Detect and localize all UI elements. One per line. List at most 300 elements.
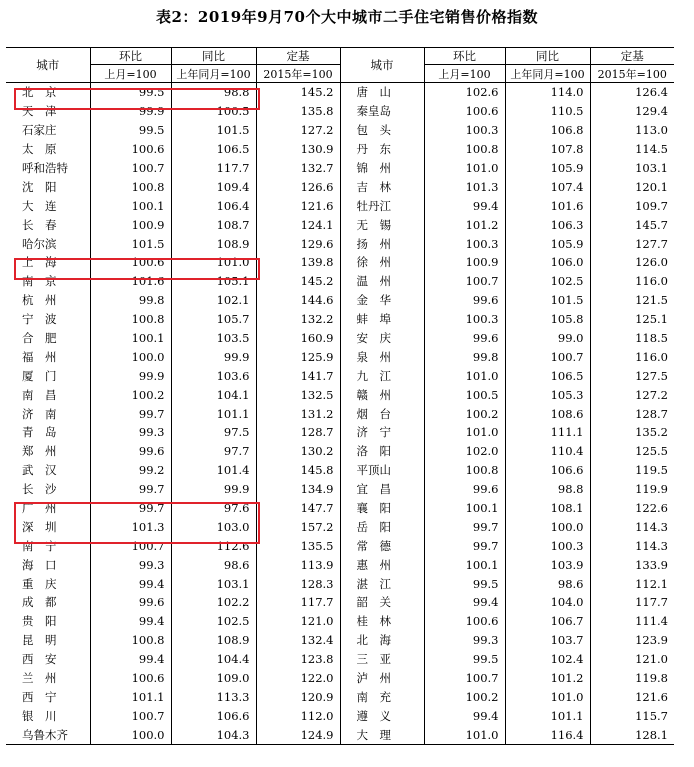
yoy-cell: 101.4 [171, 461, 256, 480]
mom-cell: 101.0 [424, 423, 505, 442]
city-cell: 烟 台 [340, 404, 424, 423]
base-cell: 119.5 [590, 461, 674, 480]
mom-cell: 100.8 [424, 461, 505, 480]
base-cell: 130.2 [256, 442, 340, 461]
city-cell: 银 川 [22, 708, 57, 723]
table-row [6, 215, 674, 234]
base-cell: 126.4 [590, 83, 674, 102]
yoy-cell: 97.6 [171, 499, 256, 518]
yoy-cell: 116.4 [505, 725, 590, 744]
base-cell: 109.7 [590, 196, 674, 215]
yoy-cell: 106.6 [505, 461, 590, 480]
city-cell: 安 庆 [340, 329, 424, 348]
yoy-cell: 100.5 [171, 102, 256, 121]
header-mom-left: 环比 [90, 48, 171, 65]
city-cell: 金 华 [340, 291, 424, 310]
table-row [6, 310, 674, 329]
city-cell: 合 肥 [22, 331, 57, 346]
city-cell: 北 京 [22, 85, 57, 100]
table-row [6, 461, 674, 480]
base-cell: 116.0 [590, 347, 674, 366]
base-cell: 132.7 [256, 159, 340, 178]
subheader-yoy-right: 上年同月=100 [505, 65, 590, 83]
base-cell: 132.2 [256, 310, 340, 329]
city-cell: 泉 州 [340, 347, 424, 366]
city-cell: 郑 州 [22, 444, 57, 459]
base-cell: 115.7 [590, 706, 674, 725]
base-cell: 113.0 [590, 121, 674, 140]
table-row [6, 140, 674, 159]
mom-cell: 99.9 [90, 366, 171, 385]
subheader-mom-left: 上月=100 [90, 65, 171, 83]
city-cell: 长 春 [22, 217, 57, 232]
city-cell: 太 原 [22, 142, 57, 157]
city-cell: 天 津 [22, 104, 57, 119]
city-cell: 赣 州 [340, 385, 424, 404]
city-cell: 海 口 [22, 557, 57, 572]
yoy-cell: 110.4 [505, 442, 590, 461]
header-city-left: 城市 [6, 48, 90, 83]
mom-cell: 99.4 [90, 650, 171, 669]
base-cell: 103.1 [590, 159, 674, 178]
base-cell: 135.8 [256, 102, 340, 121]
mom-cell: 99.3 [424, 631, 505, 650]
city-cell: 唐 山 [340, 83, 424, 102]
base-cell: 125.5 [590, 442, 674, 461]
city-cell: 西 宁 [22, 689, 57, 704]
city-cell: 武 汉 [22, 463, 57, 478]
table-row [6, 177, 674, 196]
yoy-cell: 101.5 [171, 121, 256, 140]
city-cell: 常 德 [340, 536, 424, 555]
yoy-cell: 110.5 [505, 102, 590, 121]
yoy-cell: 98.8 [171, 83, 256, 102]
base-cell: 131.2 [256, 404, 340, 423]
table-row [6, 253, 674, 272]
header-base-left: 定基 [256, 48, 340, 65]
yoy-cell: 101.1 [171, 404, 256, 423]
base-cell: 121.5 [590, 291, 674, 310]
mom-cell: 99.7 [90, 499, 171, 518]
yoy-cell: 103.6 [171, 366, 256, 385]
yoy-cell: 100.3 [505, 536, 590, 555]
yoy-cell: 100.7 [505, 347, 590, 366]
city-cell: 贵 阳 [22, 614, 57, 629]
price-index-table [6, 47, 674, 745]
mom-cell: 100.3 [424, 310, 505, 329]
yoy-cell: 101.2 [505, 669, 590, 688]
base-cell: 135.5 [256, 536, 340, 555]
city-cell: 济 南 [22, 406, 57, 421]
yoy-cell: 105.9 [505, 234, 590, 253]
mom-cell: 100.6 [424, 612, 505, 631]
base-cell: 157.2 [256, 517, 340, 536]
yoy-cell: 104.3 [171, 725, 256, 744]
mom-cell: 100.7 [90, 536, 171, 555]
mom-cell: 100.3 [424, 121, 505, 140]
mom-cell: 101.6 [90, 272, 171, 291]
mom-cell: 100.8 [424, 140, 505, 159]
yoy-cell: 98.6 [171, 555, 256, 574]
table-row [6, 499, 674, 518]
mom-cell: 100.2 [90, 385, 171, 404]
yoy-cell: 104.0 [505, 593, 590, 612]
base-cell: 114.5 [590, 140, 674, 159]
yoy-cell: 102.5 [505, 272, 590, 291]
city-cell: 岳 阳 [340, 517, 424, 536]
base-cell: 123.9 [590, 631, 674, 650]
mom-cell: 100.3 [424, 234, 505, 253]
base-cell: 130.9 [256, 140, 340, 159]
yoy-cell: 106.7 [505, 612, 590, 631]
base-cell: 114.3 [590, 536, 674, 555]
yoy-cell: 106.8 [505, 121, 590, 140]
base-cell: 129.6 [256, 234, 340, 253]
city-cell: 福 州 [22, 349, 57, 364]
yoy-cell: 103.9 [505, 555, 590, 574]
yoy-cell: 107.8 [505, 140, 590, 159]
mom-cell: 100.7 [90, 706, 171, 725]
yoy-cell: 107.4 [505, 177, 590, 196]
base-cell: 113.9 [256, 555, 340, 574]
city-cell: 南 充 [340, 688, 424, 707]
city-cell: 锦 州 [340, 159, 424, 178]
base-cell: 120.1 [590, 177, 674, 196]
table-row [6, 688, 674, 707]
mom-cell: 99.5 [90, 83, 171, 102]
mom-cell: 101.2 [424, 215, 505, 234]
mom-cell: 99.8 [90, 291, 171, 310]
mom-cell: 99.3 [90, 555, 171, 574]
yoy-cell: 99.9 [171, 347, 256, 366]
city-cell: 洛 阳 [340, 442, 424, 461]
mom-cell: 99.7 [90, 404, 171, 423]
table-row [6, 725, 674, 744]
base-cell: 122.0 [256, 669, 340, 688]
mom-cell: 99.3 [90, 423, 171, 442]
mom-cell: 100.5 [424, 385, 505, 404]
subheader-base-right: 2015年=100 [590, 65, 674, 83]
base-cell: 129.4 [590, 102, 674, 121]
yoy-cell: 105.1 [171, 272, 256, 291]
city-cell: 兰 州 [22, 671, 57, 686]
base-cell: 117.7 [590, 593, 674, 612]
yoy-cell: 105.7 [171, 310, 256, 329]
yoy-cell: 105.9 [505, 159, 590, 178]
mom-cell: 99.4 [424, 196, 505, 215]
mom-cell: 101.0 [424, 725, 505, 744]
base-cell: 121.0 [590, 650, 674, 669]
yoy-cell: 108.7 [171, 215, 256, 234]
table-row [6, 442, 674, 461]
table-row [6, 234, 674, 253]
city-cell: 桂 林 [340, 612, 424, 631]
base-cell: 145.2 [256, 83, 340, 102]
table-row [6, 650, 674, 669]
mom-cell: 101.5 [90, 234, 171, 253]
header-base-right: 定基 [590, 48, 674, 65]
base-cell: 124.9 [256, 725, 340, 744]
mom-cell: 100.9 [90, 215, 171, 234]
base-cell: 145.8 [256, 461, 340, 480]
yoy-cell: 103.5 [171, 329, 256, 348]
table-row [6, 669, 674, 688]
mom-cell: 99.4 [424, 593, 505, 612]
table-row [6, 612, 674, 631]
mom-cell: 99.6 [424, 480, 505, 499]
base-cell: 121.6 [256, 196, 340, 215]
table-row [6, 536, 674, 555]
mom-cell: 100.0 [90, 347, 171, 366]
table-row [6, 517, 674, 536]
mom-cell: 100.6 [424, 102, 505, 121]
base-cell: 121.0 [256, 612, 340, 631]
mom-cell: 100.2 [424, 404, 505, 423]
yoy-cell: 101.6 [505, 196, 590, 215]
yoy-cell: 101.5 [505, 291, 590, 310]
yoy-cell: 112.6 [171, 536, 256, 555]
base-cell: 125.1 [590, 310, 674, 329]
mom-cell: 99.6 [424, 291, 505, 310]
table-row [6, 555, 674, 574]
table-row [6, 329, 674, 348]
yoy-cell: 102.1 [171, 291, 256, 310]
city-cell: 重 庆 [22, 576, 57, 591]
city-cell: 遵 义 [340, 706, 424, 725]
city-cell: 深 圳 [22, 519, 57, 534]
city-cell: 平顶山 [340, 461, 424, 480]
city-cell: 上 海 [22, 255, 57, 270]
yoy-cell: 104.4 [171, 650, 256, 669]
yoy-cell: 106.5 [505, 366, 590, 385]
base-cell: 128.1 [590, 725, 674, 744]
header-yoy-right: 同比 [505, 48, 590, 65]
yoy-cell: 113.3 [171, 688, 256, 707]
mom-cell: 100.6 [90, 253, 171, 272]
mom-cell: 99.5 [90, 121, 171, 140]
city-cell: 襄 阳 [340, 499, 424, 518]
base-cell: 127.7 [590, 234, 674, 253]
yoy-cell: 114.0 [505, 83, 590, 102]
base-cell: 119.9 [590, 480, 674, 499]
table-row [6, 423, 674, 442]
yoy-cell: 105.8 [505, 310, 590, 329]
city-cell: 北 海 [340, 631, 424, 650]
city-cell: 西 安 [22, 652, 57, 667]
header-yoy-left: 同比 [171, 48, 256, 65]
city-cell: 乌鲁木齐 [22, 727, 68, 742]
mom-cell: 100.7 [424, 272, 505, 291]
yoy-cell: 101.0 [171, 253, 256, 272]
yoy-cell: 103.0 [171, 517, 256, 536]
city-cell: 湛 江 [340, 574, 424, 593]
yoy-cell: 108.6 [505, 404, 590, 423]
yoy-cell: 97.7 [171, 442, 256, 461]
base-cell: 145.2 [256, 272, 340, 291]
city-cell: 泸 州 [340, 669, 424, 688]
table-row [6, 706, 674, 725]
yoy-cell: 99.0 [505, 329, 590, 348]
base-cell: 127.5 [590, 366, 674, 385]
mom-cell: 99.5 [424, 574, 505, 593]
base-cell: 145.7 [590, 215, 674, 234]
base-cell: 128.3 [256, 574, 340, 593]
base-cell: 114.3 [590, 517, 674, 536]
base-cell: 132.5 [256, 385, 340, 404]
subheader-base-left: 2015年=100 [256, 65, 340, 83]
base-cell: 121.6 [590, 688, 674, 707]
base-cell: 128.7 [256, 423, 340, 442]
mom-cell: 100.1 [424, 499, 505, 518]
base-cell: 117.7 [256, 593, 340, 612]
city-cell: 九 江 [340, 366, 424, 385]
base-cell: 127.2 [590, 385, 674, 404]
city-cell: 韶 关 [340, 593, 424, 612]
city-cell: 哈尔滨 [22, 236, 57, 251]
yoy-cell: 106.4 [171, 196, 256, 215]
mom-cell: 100.8 [90, 177, 171, 196]
yoy-cell: 101.1 [505, 706, 590, 725]
base-cell: 112.0 [256, 706, 340, 725]
base-cell: 123.8 [256, 650, 340, 669]
mom-cell: 99.6 [424, 329, 505, 348]
base-cell: 144.6 [256, 291, 340, 310]
base-cell: 128.7 [590, 404, 674, 423]
base-cell: 126.6 [256, 177, 340, 196]
base-cell: 126.0 [590, 253, 674, 272]
city-cell: 广 州 [22, 501, 57, 516]
city-cell: 吉 林 [340, 177, 424, 196]
yoy-cell: 101.0 [505, 688, 590, 707]
base-cell: 141.7 [256, 366, 340, 385]
yoy-cell: 111.1 [505, 423, 590, 442]
yoy-cell: 99.9 [171, 480, 256, 499]
city-cell: 呼和浩特 [22, 161, 68, 175]
base-cell: 118.5 [590, 329, 674, 348]
header-city-right: 城市 [340, 48, 424, 83]
city-cell: 蚌 埠 [340, 310, 424, 329]
mom-cell: 102.0 [424, 442, 505, 461]
city-cell: 成 都 [22, 595, 57, 610]
yoy-cell: 97.5 [171, 423, 256, 442]
city-cell: 南 宁 [22, 538, 57, 553]
city-cell: 无 锡 [340, 215, 424, 234]
base-cell: 147.7 [256, 499, 340, 518]
city-cell: 徐 州 [340, 253, 424, 272]
city-cell: 三 亚 [340, 650, 424, 669]
yoy-cell: 102.2 [171, 593, 256, 612]
city-cell: 昆 明 [22, 633, 57, 648]
yoy-cell: 102.4 [505, 650, 590, 669]
base-cell: 122.6 [590, 499, 674, 518]
table-row [6, 631, 674, 650]
mom-cell: 101.0 [424, 366, 505, 385]
mom-cell: 99.4 [90, 612, 171, 631]
mom-cell: 99.8 [424, 347, 505, 366]
base-cell: 135.2 [590, 423, 674, 442]
table-row [6, 196, 674, 215]
yoy-cell: 106.3 [505, 215, 590, 234]
city-cell: 包 头 [340, 121, 424, 140]
mom-cell: 99.4 [424, 706, 505, 725]
yoy-cell: 98.6 [505, 574, 590, 593]
mom-cell: 101.1 [90, 688, 171, 707]
mom-cell: 99.9 [90, 102, 171, 121]
city-cell: 温 州 [340, 272, 424, 291]
mom-cell: 100.8 [90, 631, 171, 650]
table-row [6, 574, 674, 593]
mom-cell: 100.7 [424, 669, 505, 688]
table-row [6, 385, 674, 404]
yoy-cell: 103.1 [171, 574, 256, 593]
mom-cell: 99.4 [90, 574, 171, 593]
base-cell: 116.0 [590, 272, 674, 291]
yoy-cell: 104.1 [171, 385, 256, 404]
yoy-cell: 108.9 [171, 631, 256, 650]
mom-cell: 100.8 [90, 310, 171, 329]
mom-cell: 99.5 [424, 650, 505, 669]
table-row [6, 366, 674, 385]
city-cell: 杭 州 [22, 293, 57, 308]
mom-cell: 99.7 [424, 536, 505, 555]
base-cell: 134.9 [256, 480, 340, 499]
mom-cell: 100.6 [90, 669, 171, 688]
table-row [6, 291, 674, 310]
table-row [6, 83, 674, 102]
base-cell: 133.9 [590, 555, 674, 574]
table-row [6, 347, 674, 366]
yoy-cell: 108.1 [505, 499, 590, 518]
yoy-cell: 106.5 [171, 140, 256, 159]
city-cell: 丹 东 [340, 140, 424, 159]
mom-cell: 101.0 [424, 159, 505, 178]
city-cell: 惠 州 [340, 555, 424, 574]
yoy-cell: 109.4 [171, 177, 256, 196]
table-row [6, 480, 674, 499]
mom-cell: 99.6 [90, 593, 171, 612]
table-row [6, 121, 674, 140]
city-cell: 南 京 [22, 274, 57, 289]
city-cell: 南 昌 [22, 387, 57, 402]
yoy-cell: 109.0 [171, 669, 256, 688]
header-mom-right: 环比 [424, 48, 505, 65]
mom-cell: 102.6 [424, 83, 505, 102]
mom-cell: 100.1 [90, 196, 171, 215]
yoy-cell: 108.9 [171, 234, 256, 253]
base-cell: 132.4 [256, 631, 340, 650]
mom-cell: 100.6 [90, 140, 171, 159]
city-cell: 大 连 [22, 198, 57, 213]
table-row [6, 404, 674, 423]
subheader-yoy-left: 上年同月=100 [171, 65, 256, 83]
yoy-cell: 106.6 [171, 706, 256, 725]
city-cell: 沈 阳 [22, 179, 57, 194]
mom-cell: 100.2 [424, 688, 505, 707]
yoy-cell: 100.0 [505, 517, 590, 536]
mom-cell: 99.7 [424, 517, 505, 536]
subheader-mom-right: 上月=100 [424, 65, 505, 83]
city-cell: 济 宁 [340, 423, 424, 442]
yoy-cell: 102.5 [171, 612, 256, 631]
mom-cell: 100.7 [90, 159, 171, 178]
city-cell: 厦 门 [22, 368, 57, 383]
yoy-cell: 106.0 [505, 253, 590, 272]
table-row [6, 272, 674, 291]
city-cell: 牡丹江 [340, 196, 424, 215]
table-title: 表2：2019年9月70个大中城市二手住宅销售价格指数 [156, 8, 538, 26]
base-cell: 124.1 [256, 215, 340, 234]
table-row [6, 159, 674, 178]
